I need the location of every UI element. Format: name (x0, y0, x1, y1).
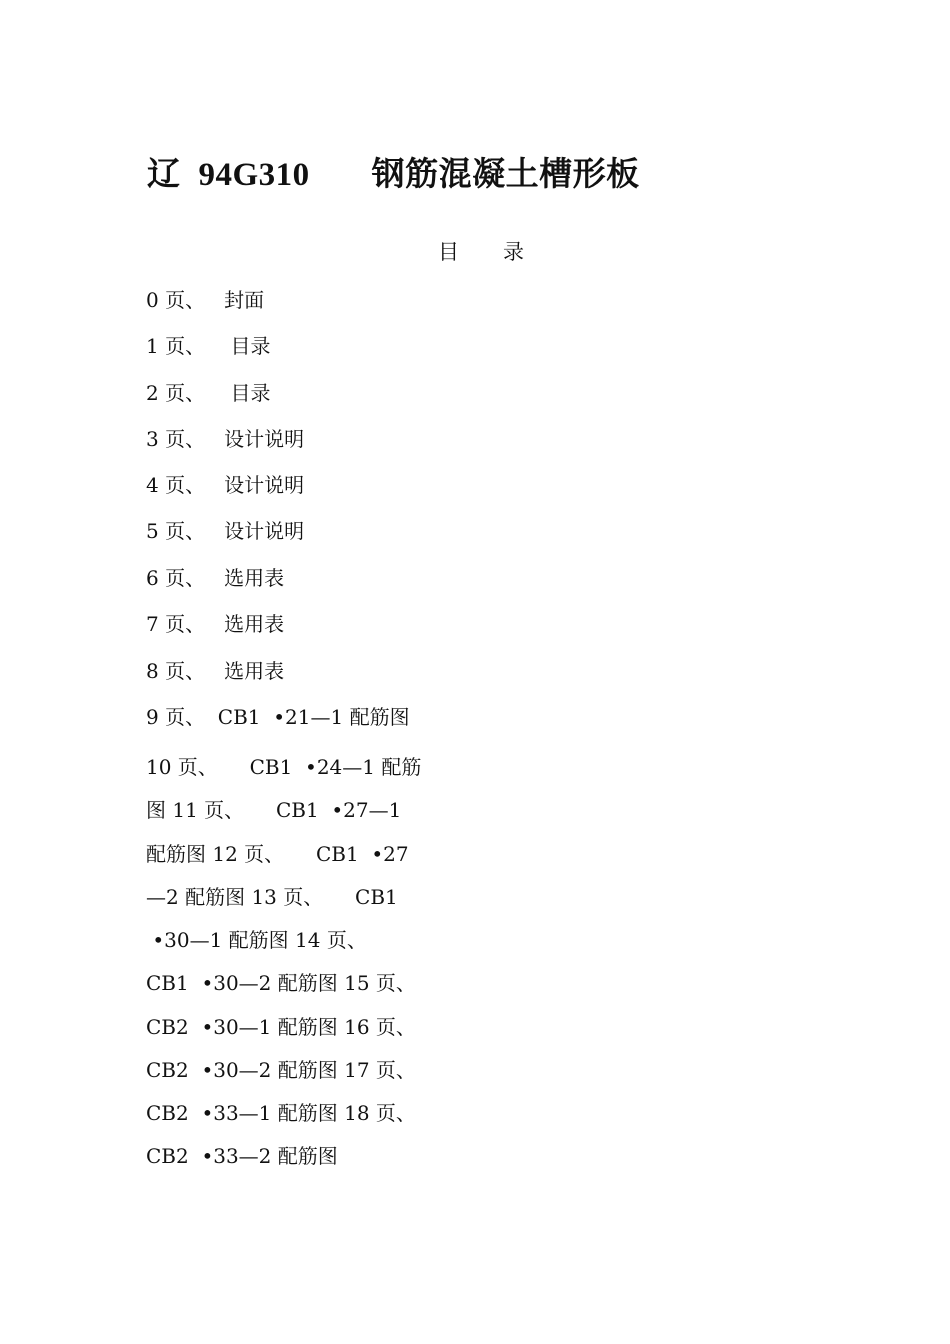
toc-line: 配筋图 12 页、 CB1 •27 (146, 842, 409, 866)
toc-line: 6 页、 选用表 (146, 566, 285, 590)
toc-line: 9 页、 CB1 •21—1 配筋图 (146, 705, 410, 729)
title-name: 钢筋混凝土槽形板 (371, 154, 640, 193)
toc-line: 1 页、 目录 (146, 334, 271, 358)
toc-line: 图 11 页、 CB1 •27—1 (146, 798, 402, 822)
toc-line: 8 页、 选用表 (146, 659, 285, 683)
toc-line: CB2 •30—1 配筋图 16 页、 (146, 1015, 416, 1039)
toc-line: 10 页、 CB1 •24—1 配筋 (146, 755, 422, 779)
toc-line: 7 页、 选用表 (146, 612, 285, 636)
document-title (147, 148, 640, 195)
toc-line: •30—1 配筋图 14 页、 (146, 928, 367, 952)
title-prefix: 辽 (147, 154, 181, 193)
toc-line: —2 配筋图 13 页、 CB1 (146, 885, 398, 909)
toc-line: 0 页、 封面 (146, 288, 265, 312)
toc-line: 2 页、 目录 (146, 381, 271, 405)
toc-line: 4 页、 设计说明 (146, 473, 305, 497)
toc-heading (438, 236, 524, 266)
standard-code: 94G310 (198, 157, 310, 193)
toc-heading-char-1: 目 (438, 240, 459, 264)
toc-heading-char-2: 录 (503, 240, 524, 264)
toc-line: CB1 •30—2 配筋图 15 页、 (146, 971, 416, 995)
toc-line: 5 页、 设计说明 (146, 519, 305, 543)
toc-line: CB2 •30—2 配筋图 17 页、 (146, 1058, 416, 1082)
toc-line: CB2 •33—2 配筋图 (146, 1144, 338, 1168)
toc-line: CB2 •33—1 配筋图 18 页、 (146, 1101, 416, 1125)
toc-line: 3 页、 设计说明 (146, 427, 305, 451)
